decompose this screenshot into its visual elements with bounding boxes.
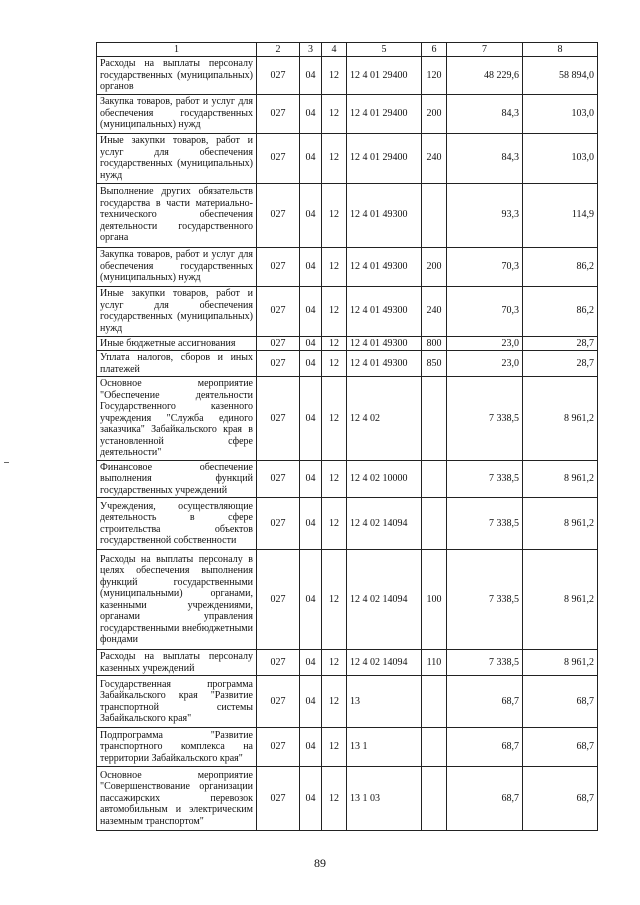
amount-col8: 8 961,2 [523, 498, 598, 550]
amount-col8: 86,2 [523, 286, 598, 336]
admin-code: 027 [257, 460, 300, 498]
scan-mark [4, 462, 9, 463]
subsection-code: 12 [322, 377, 347, 461]
table-row [97, 183, 598, 247]
target-article: 12 4 02 14094 [347, 650, 422, 676]
subsection-code: 12 [322, 94, 347, 133]
admin-code: 027 [257, 550, 300, 650]
subsection-code: 12 [322, 351, 347, 377]
column-header: 8 [523, 43, 598, 57]
column-header: 5 [347, 43, 422, 57]
column-header: 2 [257, 43, 300, 57]
row-name: Расходы на выплаты персоналу казенных учреждений [97, 650, 257, 676]
admin-code: 027 [257, 728, 300, 767]
amount-col7: 23,0 [447, 336, 523, 351]
subsection-code: 12 [322, 183, 347, 247]
target-article: 12 4 01 29400 [347, 57, 422, 95]
section-code: 04 [300, 767, 322, 831]
amount-col7: 70,3 [447, 286, 523, 336]
subsection-code: 12 [322, 460, 347, 498]
table-row [97, 351, 598, 377]
amount-col7: 70,3 [447, 247, 523, 286]
row-name: Расходы на выплаты персоналу государственных (муниципальных) органов [97, 57, 257, 95]
target-article: 12 4 01 49300 [347, 183, 422, 247]
amount-col7: 7 338,5 [447, 550, 523, 650]
table-row [97, 247, 598, 286]
expense-type: 200 [422, 94, 447, 133]
amount-col8: 68,7 [523, 767, 598, 831]
amount-col7: 84,3 [447, 133, 523, 183]
target-article: 12 4 02 14094 [347, 550, 422, 650]
expense-type: 100 [422, 550, 447, 650]
subsection-code: 12 [322, 498, 347, 550]
expense-type [422, 377, 447, 461]
table-row [97, 550, 598, 650]
amount-col8: 8 961,2 [523, 650, 598, 676]
row-name: Учреждения, осуществляющие деятельность в сфере строительства объектов государственной собственности [97, 498, 257, 550]
section-code: 04 [300, 498, 322, 550]
table-row [97, 728, 598, 767]
expense-type: 200 [422, 247, 447, 286]
expense-type: 120 [422, 57, 447, 95]
section-code: 04 [300, 728, 322, 767]
column-header: 4 [322, 43, 347, 57]
row-name: Основное мероприятие "Обеспечение деятельности Государственного казенного учреждения "Служба единого заказчика" Забайкальского края в установленной сфере деятельности" [97, 377, 257, 461]
admin-code: 027 [257, 247, 300, 286]
subsection-code: 12 [322, 767, 347, 831]
expense-type [422, 498, 447, 550]
row-name: Расходы на выплаты персоналу в целях обеспечения выполнения функций государственными (муниципальными) органами, казенными учреждениями, органами управления государственными внебюджетными фондами [97, 550, 257, 650]
page-number: 89 [314, 856, 326, 870]
amount-col8: 68,7 [523, 676, 598, 728]
target-article: 12 4 01 49300 [347, 336, 422, 351]
subsection-code: 12 [322, 247, 347, 286]
table-row [97, 767, 598, 831]
amount-col8: 103,0 [523, 133, 598, 183]
expense-type: 240 [422, 286, 447, 336]
row-name: Иные закупки товаров, работ и услуг для обеспечения государственных (муниципальных) нужд [97, 133, 257, 183]
admin-code: 027 [257, 767, 300, 831]
subsection-code: 12 [322, 133, 347, 183]
admin-code: 027 [257, 377, 300, 461]
target-article: 12 4 02 10000 [347, 460, 422, 498]
amount-col8: 8 961,2 [523, 460, 598, 498]
row-name: Иные закупки товаров, работ и услуг для обеспечения государственных (муниципальных) нужд [97, 286, 257, 336]
row-name: Уплата налогов, сборов и иных платежей [97, 351, 257, 377]
table-row [97, 377, 598, 461]
section-code: 04 [300, 650, 322, 676]
section-code: 04 [300, 247, 322, 286]
expense-type [422, 460, 447, 498]
amount-col7: 7 338,5 [447, 498, 523, 550]
amount-col8: 68,7 [523, 728, 598, 767]
section-code: 04 [300, 377, 322, 461]
column-header: 6 [422, 43, 447, 57]
row-name: Подпрограмма "Развитие транспортного комплекса на территории Забайкальского края" [97, 728, 257, 767]
subsection-code: 12 [322, 728, 347, 767]
header-row [97, 43, 598, 57]
target-article: 13 1 03 [347, 767, 422, 831]
amount-col8: 114,9 [523, 183, 598, 247]
amount-col7: 84,3 [447, 94, 523, 133]
expense-type [422, 767, 447, 831]
amount-col7: 93,3 [447, 183, 523, 247]
section-code: 04 [300, 286, 322, 336]
amount-col8: 28,7 [523, 336, 598, 351]
admin-code: 027 [257, 183, 300, 247]
row-name: Государственная программа Забайкальского края "Развитие транспортной системы Забайкальского края" [97, 676, 257, 728]
target-article: 12 4 02 14094 [347, 498, 422, 550]
table-row [97, 286, 598, 336]
amount-col7: 48 229,6 [447, 57, 523, 95]
amount-col8: 103,0 [523, 94, 598, 133]
admin-code: 027 [257, 351, 300, 377]
subsection-code: 12 [322, 286, 347, 336]
target-article: 12 4 01 29400 [347, 133, 422, 183]
expense-type: 240 [422, 133, 447, 183]
expense-type [422, 183, 447, 247]
subsection-code: 12 [322, 57, 347, 95]
table-row [97, 460, 598, 498]
amount-col8: 28,7 [523, 351, 598, 377]
section-code: 04 [300, 183, 322, 247]
table-row [97, 498, 598, 550]
section-code: 04 [300, 351, 322, 377]
row-name: Иные бюджетные ассигнования [97, 336, 257, 351]
amount-col8: 86,2 [523, 247, 598, 286]
expense-type: 110 [422, 650, 447, 676]
target-article: 13 1 [347, 728, 422, 767]
target-article: 12 4 01 49300 [347, 286, 422, 336]
amount-col7: 68,7 [447, 728, 523, 767]
amount-col7: 7 338,5 [447, 460, 523, 498]
subsection-code: 12 [322, 676, 347, 728]
column-header: 1 [97, 43, 257, 57]
expense-type [422, 728, 447, 767]
amount-col7: 7 338,5 [447, 377, 523, 461]
subsection-code: 12 [322, 336, 347, 351]
budget-table [96, 42, 598, 831]
target-article: 12 4 02 [347, 377, 422, 461]
table-row [97, 650, 598, 676]
admin-code: 027 [257, 133, 300, 183]
target-article: 12 4 01 29400 [347, 94, 422, 133]
admin-code: 027 [257, 336, 300, 351]
admin-code: 027 [257, 676, 300, 728]
section-code: 04 [300, 550, 322, 650]
row-name: Основное мероприятие "Совершенствование организации пассажирских перевозок автомобильным и электрическим наземным транспортом" [97, 767, 257, 831]
section-code: 04 [300, 133, 322, 183]
section-code: 04 [300, 57, 322, 95]
amount-col7: 68,7 [447, 676, 523, 728]
admin-code: 027 [257, 57, 300, 95]
admin-code: 027 [257, 498, 300, 550]
target-article: 12 4 01 49300 [347, 351, 422, 377]
amount-col7: 23,0 [447, 351, 523, 377]
amount-col7: 68,7 [447, 767, 523, 831]
admin-code: 027 [257, 650, 300, 676]
row-name: Закупка товаров, работ и услуг для обеспечения государственных (муниципальных) нужд [97, 247, 257, 286]
table-row [97, 676, 598, 728]
section-code: 04 [300, 336, 322, 351]
section-code: 04 [300, 460, 322, 498]
target-article: 13 [347, 676, 422, 728]
table-row [97, 57, 598, 95]
table-row [97, 133, 598, 183]
row-name: Выполнение других обязательств государства в части материально-технического обеспечения деятельности государственного органа [97, 183, 257, 247]
amount-col8: 58 894,0 [523, 57, 598, 95]
expense-type [422, 676, 447, 728]
table-row [97, 336, 598, 351]
amount-col8: 8 961,2 [523, 550, 598, 650]
admin-code: 027 [257, 94, 300, 133]
section-code: 04 [300, 94, 322, 133]
expense-type: 850 [422, 351, 447, 377]
row-name: Финансовое обеспечение выполнения функций государственных учреждений [97, 460, 257, 498]
column-header: 3 [300, 43, 322, 57]
subsection-code: 12 [322, 650, 347, 676]
row-name: Закупка товаров, работ и услуг для обеспечения государственных (муниципальных) нужд [97, 94, 257, 133]
column-header: 7 [447, 43, 523, 57]
section-code: 04 [300, 676, 322, 728]
table-row [97, 94, 598, 133]
amount-col7: 7 338,5 [447, 650, 523, 676]
expense-type: 800 [422, 336, 447, 351]
amount-col8: 8 961,2 [523, 377, 598, 461]
table-body [97, 57, 598, 831]
admin-code: 027 [257, 286, 300, 336]
target-article: 12 4 01 49300 [347, 247, 422, 286]
subsection-code: 12 [322, 550, 347, 650]
